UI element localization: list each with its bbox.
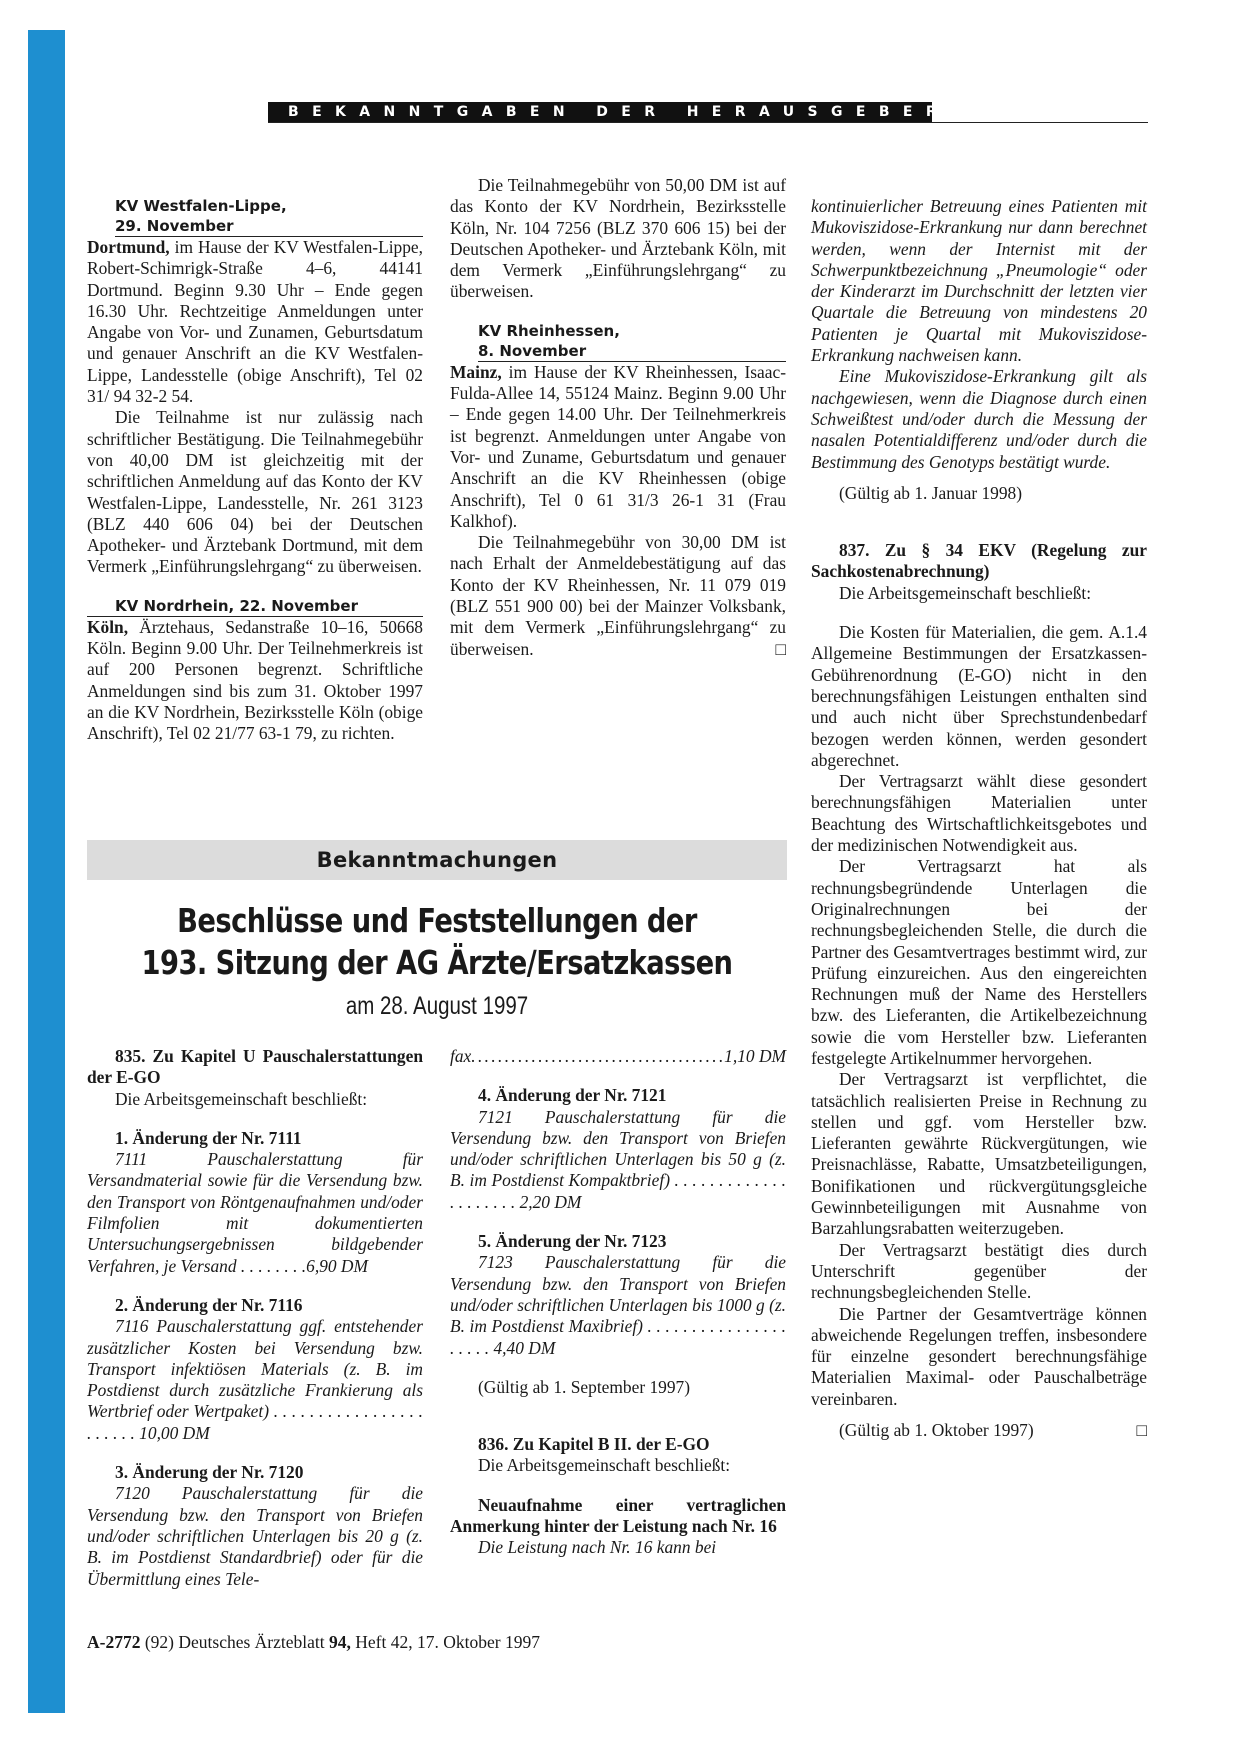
kv-nordrhein-heading: KV Nordrhein, 22. November <box>87 596 423 617</box>
article-title <box>115 900 759 984</box>
page-footer <box>87 1632 540 1653</box>
change-5-text: 7123 Pauschalerstattung für die Versendung bzw. den Transport von Briefen und/oder schriftlichen Unterlagen bis 1000 g (z. B. im Postdienst Maxibrief) . . . . . . . . . . . . . . . . . . . . . 4,40 DM <box>450 1252 787 1358</box>
section-837-paragraph-6: Die Partner der Gesamtverträge können abweichende Regelungen treffen, insbesondere für einzelne gesondert berechnungsfähige Materialien Maximal- oder Pauschalbeträge vereinbaren. <box>811 1303 1147 1409</box>
kv-rheinhessen-heading-line1: KV Rheinhessen, <box>478 321 620 340</box>
article-subtitle: am 28. August 1997 <box>345 992 529 1020</box>
article-title-line-1: Beschlüsse und Feststellungen der <box>177 901 697 940</box>
section-837-paragraph-1: Die Kosten für Materialien, die gem. A.1.4 Allgemeine Bestimmungen der Ersatzkassen-Gebührenordnung (E-GO) nicht in den berechnungsfähigen Leistungen enthalten sind und auch nicht über Sprechstundenbedarf bezogen werden können, werden gesondert abgerechnet. <box>811 622 1147 770</box>
section-837-valid-date: (Gültig ab 1. Oktober 1997) <box>839 1420 1034 1441</box>
section-837-paragraph-4: Der Vertragsarzt ist verpflichtet, die tatsächlich realisierten Preise in Rechnung zu stellen und ggf. vom Hersteller bzw. Lieferanten gewährte Rückvergütungen, wie Preisnachlässe, Rabatte, Umsatzbeteiligungen, Bonifikationen und rückvergütungsgleiche Gewinnbeteiligungen mit Ausnahme von Barzahlungsrabatten weiterzugeben. <box>811 1069 1147 1239</box>
footer-page-number: A-2772 <box>87 1632 141 1652</box>
change-2-text: 7116 Pauschalerstattung ggf. entstehender zusätzlicher Kosten bei Versendung bzw. Transport infektiösen Materials (z. B. im Postdienst durch zusätzliche Frankierung als Wertbrief oder Wertpaket) . . . . . . . . . . . . . . . . . . . . . . . 10,00 DM <box>87 1316 423 1443</box>
page-edge-color-bar <box>28 30 65 1713</box>
change-3-continuation-text: fax <box>450 1046 472 1066</box>
kv-nordrhein-city: Köln, <box>87 616 129 637</box>
change-3-heading: 3. Änderung der Nr. 7120 <box>115 1462 304 1483</box>
kv-westfalen-heading-line1: KV Westfalen-Lippe, <box>115 197 287 215</box>
section-837-paragraph-3: Der Vertragsarzt hat als rechnungsbegründende Unterlagen die Originalrechnungen bei der rechnungsbegleichenden Stelle, die durch die Partner des Gesamtvertrages bestimmt wird, zur Prüfung einzureichen. Aus den eingereichten Rechnungen muß der Name des Herstellers bzw. des Lieferanten, die Artikelbezeichnung sowie die vom Hersteller bzw. Lieferanten festgelegte Artikelnummer hervorgehen. <box>811 856 1147 1068</box>
section-837-paragraph-2: Der Vertragsarzt wählt diese gesondert berechnungsfähigen Materialien unter Beachtung des Wirtschaftlichkeitsgebotes und der medizinischen Notwendigkeit aus. <box>811 771 1147 856</box>
section-header <box>268 102 1148 124</box>
mukoviszidose-paragraph-1: kontinuierlicher Betreuung eines Patienten mit Mukoviszidose-Erkrankung nur dann berechnet werden, wenn der Internist mit der Schwerpunktbezeichnung „Pneumologie“ oder der Kinderarzt im Durchschnitt der letzten vier Quartale die Betreuung von mindestens 20 Patienten je Quartal mit Mukoviszidose-Erkrankung nachweisen kann. <box>811 196 1147 366</box>
change-5-amount: 4,40 DM <box>493 1337 556 1358</box>
column-left-top <box>87 196 423 745</box>
section-837-intro: Die Arbeitsgemeinschaft beschließt: <box>839 582 1092 603</box>
change-3-amount: 1,10 DM <box>724 1046 786 1066</box>
kv-westfalen-paragraph-1 <box>87 237 423 407</box>
kv-nordrhein-text-1: Ärztehaus, Sedanstraße 10–16, 50668 Köln. Beginn 9.00 Uhr. Der Teilnehmerkreis ist auf 200 Personen begrenzt. Schriftliche Anmeldungen sind bis zum 31. Oktober 1997 an die KV Nordrhein, Bezirksstelle Köln (obige Anschrift), Tel 02 21/77 63-1 79, zu richten. <box>87 616 423 744</box>
column-middle-bottom <box>450 1046 786 1559</box>
change-4-description: 7121 Pauschalerstattung für die Versendung bzw. den Transport von Briefen und/oder schriftlichen Unterlagen bis 50 g (z. B. im Postdienst Kompaktbrief) <box>450 1106 786 1191</box>
change-4-heading: 4. Änderung der Nr. 7121 <box>478 1085 667 1106</box>
kv-rheinhessen-heading <box>450 321 786 362</box>
change-1-text: 7111 Pauschalerstattung für Versandmaterial sowie für die Versendung bzw. den Transport von Röntgenaufnahmen und/oder Filmfolien mit dokumentierten Untersuchungsergebnissen bildgebender Verfahren, je Versand . . . . . . . .6,90 DM <box>87 1149 423 1276</box>
change-3-continuation <box>450 1046 786 1067</box>
change-5-heading: 5. Änderung der Nr. 7123 <box>478 1231 667 1252</box>
section-835-intro: Die Arbeitsgemeinschaft beschließt: <box>115 1088 368 1109</box>
mukoviszidose-paragraph-2: Eine Mukoviszidose-Erkrankung gilt als nachgewiesen, wenn die Diagnose durch einen Schweißtest und/oder durch die Messung der nasalen Potentialdifferenz und/oder durch die Bestimmung des Genotyps bestätigt wurde. <box>811 366 1147 472</box>
section-836-heading: 836. Zu Kapitel B II. der E-GO <box>478 1434 710 1455</box>
change-1-heading: 1. Änderung der Nr. 7111 <box>115 1127 302 1148</box>
change-5-description: 7123 Pauschalerstattung für die Versendung bzw. den Transport von Briefen und/oder schriftlichen Unterlagen bis 1000 g (z. B. im Postdienst Maxibrief) <box>450 1252 786 1337</box>
section-label: BEKANNTGABEN DER HERAUSGEBER <box>268 102 932 122</box>
change-2-description: 7116 Pauschalerstattung ggf. entstehender zusätzlicher Kosten bei Versendung bzw. Transport infektiösen Materials (z. B. im Postdienst durch zusätzliche Frankierung als Wertbrief oder Wertpaket) <box>87 1316 423 1422</box>
footer-issue-date: Heft 42, 17. Oktober 1997 <box>355 1632 540 1652</box>
change-1-amount: 6,90 DM <box>306 1255 368 1276</box>
section-836-subheading: Neuaufnahme einer vertraglichen Anmerkung hinter der Leistung nach Nr. 16 <box>450 1494 786 1537</box>
section-837-paragraph-5: Der Vertragsarzt bestätigt dies durch Unterschrift gegenüber der rechnungsbegleichenden Stelle. <box>811 1239 1147 1303</box>
section-835-heading: 835. Zu Kapitel U Pauschalerstattungen der E-GO <box>87 1046 423 1088</box>
kv-westfalen-text-1: im Hause der KV Westfalen-Lippe, Robert-Schimrigk-Straße 4–6, 44141 Dortmund. Beginn 9.30 Uhr – Ende gegen 16.30 Uhr. Rechtzeitige Anmeldungen unter Angabe von Vor- und Zunamen, Geburtsdatum und genauer Anschrift an die KV Westfalen-Lippe, Landesstelle (obige Anschrift), Tel 02 31/ 94 32-2 54. <box>87 237 423 407</box>
footer-volume: 94, <box>329 1632 351 1652</box>
column-right <box>811 196 1147 1441</box>
end-of-article-mark: □ <box>775 638 786 659</box>
end-of-article-mark: □ <box>1136 1420 1147 1441</box>
kv-rheinhessen-paragraph-1 <box>450 362 786 532</box>
kv-nordrhein-paragraph-1 <box>87 617 423 745</box>
column-left-bottom <box>87 1046 423 1590</box>
kv-westfalen-city: Dortmund, <box>87 237 170 257</box>
kv-westfalen-heading <box>87 196 423 237</box>
article-title-line-2: 193. Sitzung der AG Ärzte/Ersatzkassen <box>141 943 733 982</box>
kv-westfalen-heading-line2: 29. November <box>115 216 423 237</box>
kv-rheinhessen-paragraph-2 <box>450 532 786 660</box>
change-3-text: 7120 Pauschalerstattung für die Versendung bzw. den Transport von Briefen und/oder schriftlichen Unterlagen bis 20 g (z. B. im Postdienst Standardbrief) oder für die Übermittlung eines Tele- <box>87 1483 423 1589</box>
mukoviszidose-valid-date: (Gültig ab 1. Januar 1998) <box>839 482 1023 503</box>
kv-rheinhessen-text-1: im Hause der KV Rheinhessen, Isaac-Fulda-Allee 14, 55124 Mainz. Beginn 9.00 Uhr – Ende gegen 14.00 Uhr. Der Teilnehmerkreis ist begrenzt. Anmeldungen unter Angabe von Vor- und Zuname, Geburtsdatum und genauer Anschrift an die KV Rheinhessen (obige Anschrift), Tel 0 61 31/3 26-1 31 (Frau Kalkhof). <box>450 361 786 531</box>
change-2-heading: 2. Änderung der Nr. 7116 <box>115 1294 303 1315</box>
kv-westfalen-paragraph-2: Die Teilnahme ist nur zulässig nach schriftlicher Bestätigung. Die Teilnahmegebühr von 40,00 DM ist gleichzeitig mit der schriftlichen Anmeldung auf das Konto der KV Westfalen-Lippe, Landesstelle, Nr. 261 3123 (BLZ 440 606 04) bei der Deutschen Apotheker- und Ärztebank Dortmund, mit dem Vermerk „Einführungslehrgang“ zu überweisen. <box>87 407 423 577</box>
change-4-amount: 2,20 DM <box>519 1191 582 1212</box>
kv-nordrhein-paragraph-2: Die Teilnahmegebühr von 50,00 DM ist auf das Konto der KV Nordrhein, Bezirksstelle Köln, Nr. 104 7256 (BLZ 370 606 15) bei der Deutschen Apotheker- und Ärztebank Köln, mit dem Vermerk „Einführungslehrgang“ zu überweisen. <box>450 175 786 302</box>
section-836-intro: Die Arbeitsgemeinschaft beschließt: <box>478 1455 731 1476</box>
kv-rheinhessen-text-2: Die Teilnahmegebühr von 30,00 DM ist nach Erhalt der Anmeldebestätigung auf das Konto der KV Rheinhessen, Nr. 11 079 019 (BLZ 551 900 00) bei der Mainzer Volksbank, mit dem Vermerk „Einführungslehrgang“ zu überweisen. <box>450 532 786 659</box>
kv-rheinhessen-heading-line2: 8. November <box>478 341 786 362</box>
bekanntmachungen-band: Bekanntmachungen <box>87 840 787 880</box>
footer-journal: (92) Deutsches Ärzteblatt <box>144 1632 325 1652</box>
section-837-heading: 837. Zu § 34 EKV (Regelung zur Sachkostenabrechnung) <box>811 540 1147 582</box>
header-rule <box>268 122 1148 123</box>
change-2-amount: 10,00 DM <box>139 1422 210 1443</box>
change-1-description: 7111 Pauschalerstattung für Versandmaterial sowie für die Versendung bzw. den Transport von Röntgenaufnahmen und/oder Filmfolien mit dokumentierten Untersuchungsergebnissen bildgebender Verfahren, je Versand <box>87 1149 423 1276</box>
change-4-text: 7121 Pauschalerstattung für die Versendung bzw. den Transport von Briefen und/oder schriftlichen Unterlagen bis 50 g (z. B. im Postdienst Kompaktbrief) . . . . . . . . . . . . . . . . . . . . . 2,20 DM <box>450 1106 786 1212</box>
section-835-valid-date: (Gültig ab 1. September 1997) <box>478 1376 691 1397</box>
column-middle-top <box>450 175 786 660</box>
section-836-text: Die Leistung nach Nr. 16 kann bei <box>478 1537 717 1558</box>
kv-rheinhessen-city: Mainz, <box>450 361 502 382</box>
section-837-valid-line <box>811 1420 1147 1441</box>
